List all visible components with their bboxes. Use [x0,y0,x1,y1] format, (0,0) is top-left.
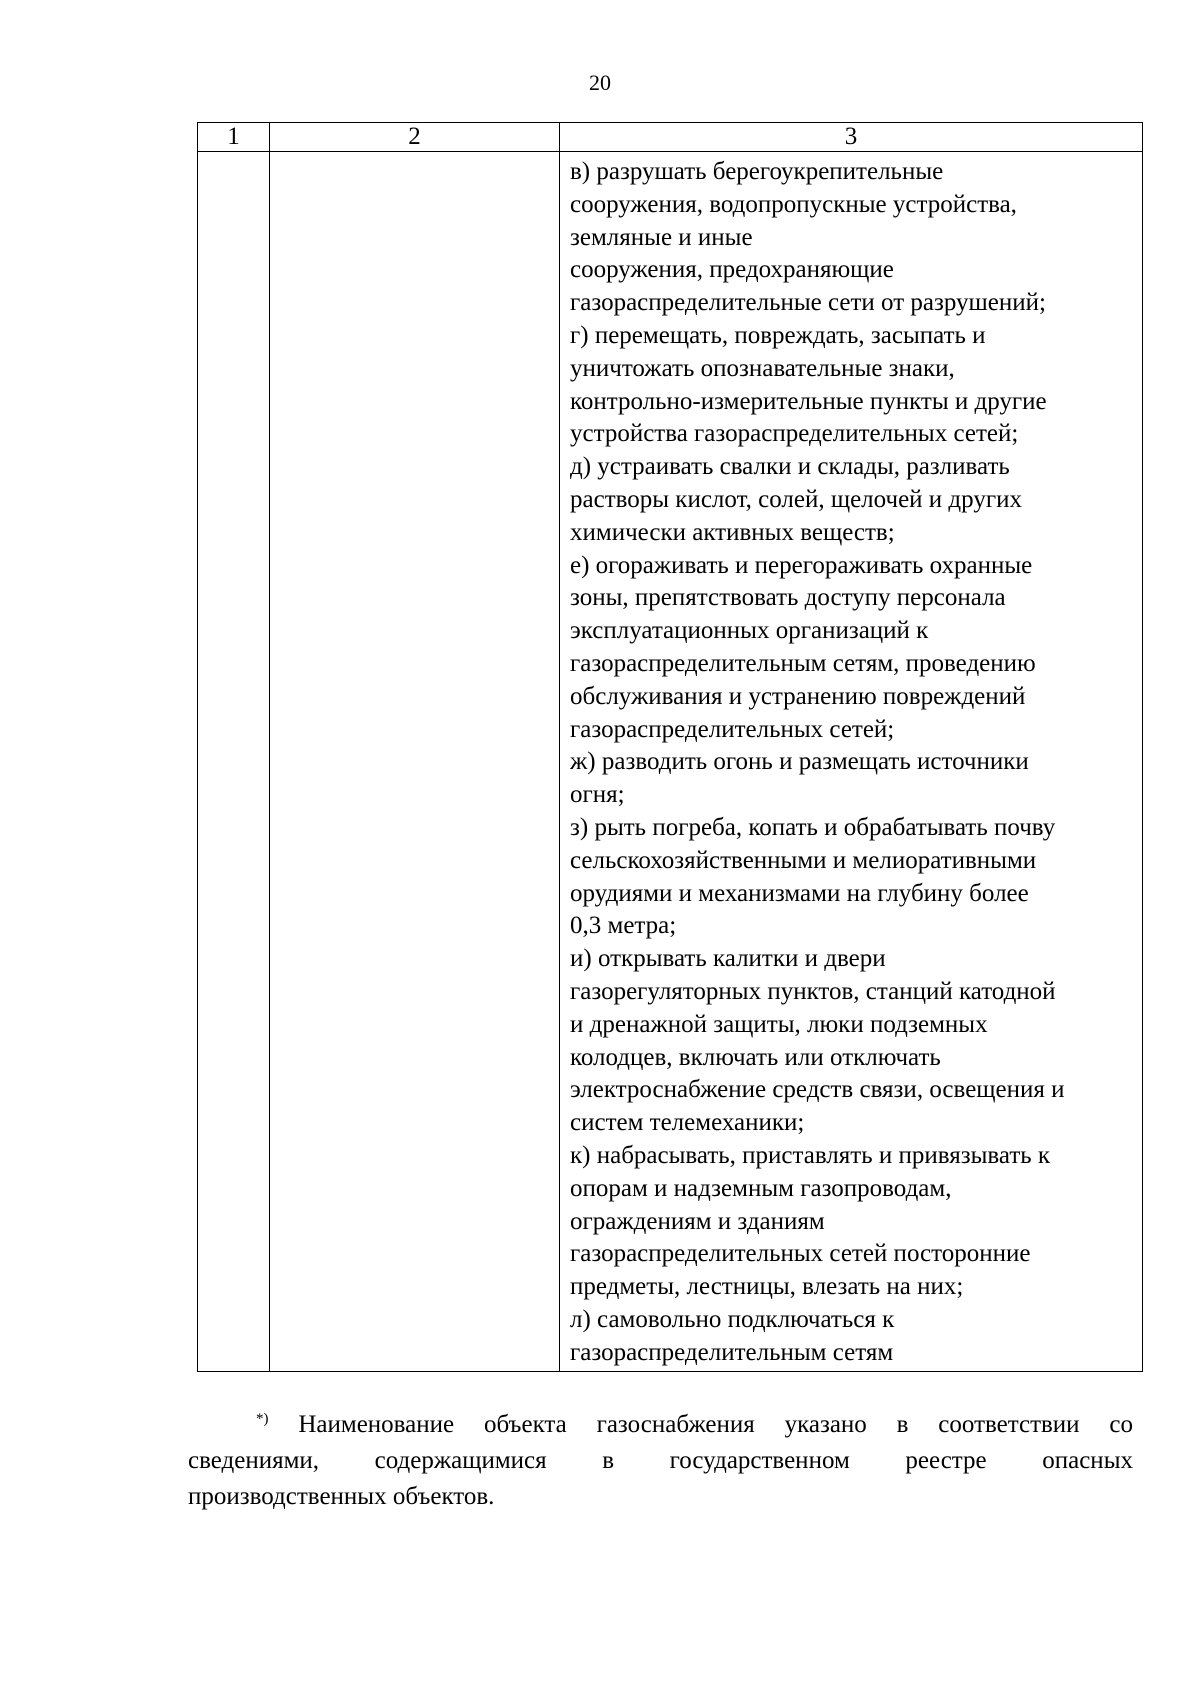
footnote-line-3: производственных объектов. [188,1483,495,1510]
text-line: систем телемеханики; [570,1109,805,1137]
text-line: и) открывать калитки и двери [570,945,886,973]
table-row [198,152,1143,1372]
text-line: газораспределительным сетям [570,1338,894,1366]
text-line: огня; [570,781,625,809]
text-line: сооружения, предохраняющие [570,256,894,284]
text-line: к) набрасывать, приставлять и привязывать к [570,1141,1051,1169]
cell-col-2 [270,152,560,1372]
text-line: эксплуатационных организаций к [570,617,929,645]
text-line: ограждениям и зданиям [570,1207,825,1235]
text-line: уничтожать опознавательные знаки, [570,354,955,382]
text-line: е) огораживать и перегораживать охранные [570,551,1033,579]
text-line: в) разрушать берегоукрепительные [570,158,944,185]
text-line: з) рыть погреба, копать и обрабатывать почву [570,813,1056,841]
text-line: газораспределительным сетям, проведению [570,649,1036,677]
footnote [188,1407,1133,1515]
cell-col-3 [560,152,1143,1372]
page-number: 20 [589,70,611,95]
text-line: опорам и надземным газопроводам, [570,1174,952,1202]
footnote-line-1-text: Наименование объекта газоснабжения указано в соответствии со [298,1411,1134,1438]
text-line: растворы кислот, солей, щелочей и других [570,485,1022,513]
footnote-marker: *) [256,1411,269,1427]
footnote-line-1 [188,1407,1133,1443]
text-line: устройства газораспределительных сетей; [570,420,1019,448]
text-line: химически активных веществ; [570,518,895,546]
text-line: сельскохозяйственными и мелиоративными [570,846,1037,874]
text-line: колодцев, включать или отключать [570,1043,941,1071]
text-line: ж) разводить огонь и размещать источники [570,748,1029,776]
text-line: обслуживания и устранению повреждений [570,682,1026,710]
text-line: и дренажной защиты, люки подземных [570,1010,988,1038]
text-line: зоны, препятствовать доступу персонала [570,584,1006,612]
text-line: предметы, лестницы, влезать на них; [570,1273,964,1301]
text-line: газораспределительных сетей; [570,715,895,743]
text-line: земляные и иные [570,223,753,251]
table-header-row [198,123,1143,152]
text-line: 0,3 метра; [570,912,677,940]
text-line: газораспределительных сетей посторонние [570,1240,1031,1268]
text-line: контрольно-измерительные пункты и другие [570,387,1047,415]
text-line: д) устраивать свалки и склады, разливать [570,453,1010,481]
column-header-3: 3 [560,123,1143,152]
column-header-2: 2 [270,123,560,152]
column-header-1: 1 [198,123,270,152]
footnote-line-2: сведениями, содержащимися в государственном реестре опасных [188,1447,1133,1474]
text-line: газораспределительные сети от разрушений; [570,289,1046,317]
cell-col-1 [198,152,270,1372]
text-line: л) самовольно подключаться к [570,1305,895,1333]
restrictions-table [197,122,1143,1372]
text-line: орудиями и механизмами на глубину более [570,879,1029,907]
text-line: электроснабжение средств связи, освещения и [570,1076,1065,1104]
text-line: газорегуляторных пунктов, станций катодной [570,977,1056,1005]
text-line: г) перемещать, повреждать, засыпать и [570,321,986,349]
text-line: сооружения, водопропускные устройства, [570,190,1017,218]
restrictions-list [560,152,1142,1371]
